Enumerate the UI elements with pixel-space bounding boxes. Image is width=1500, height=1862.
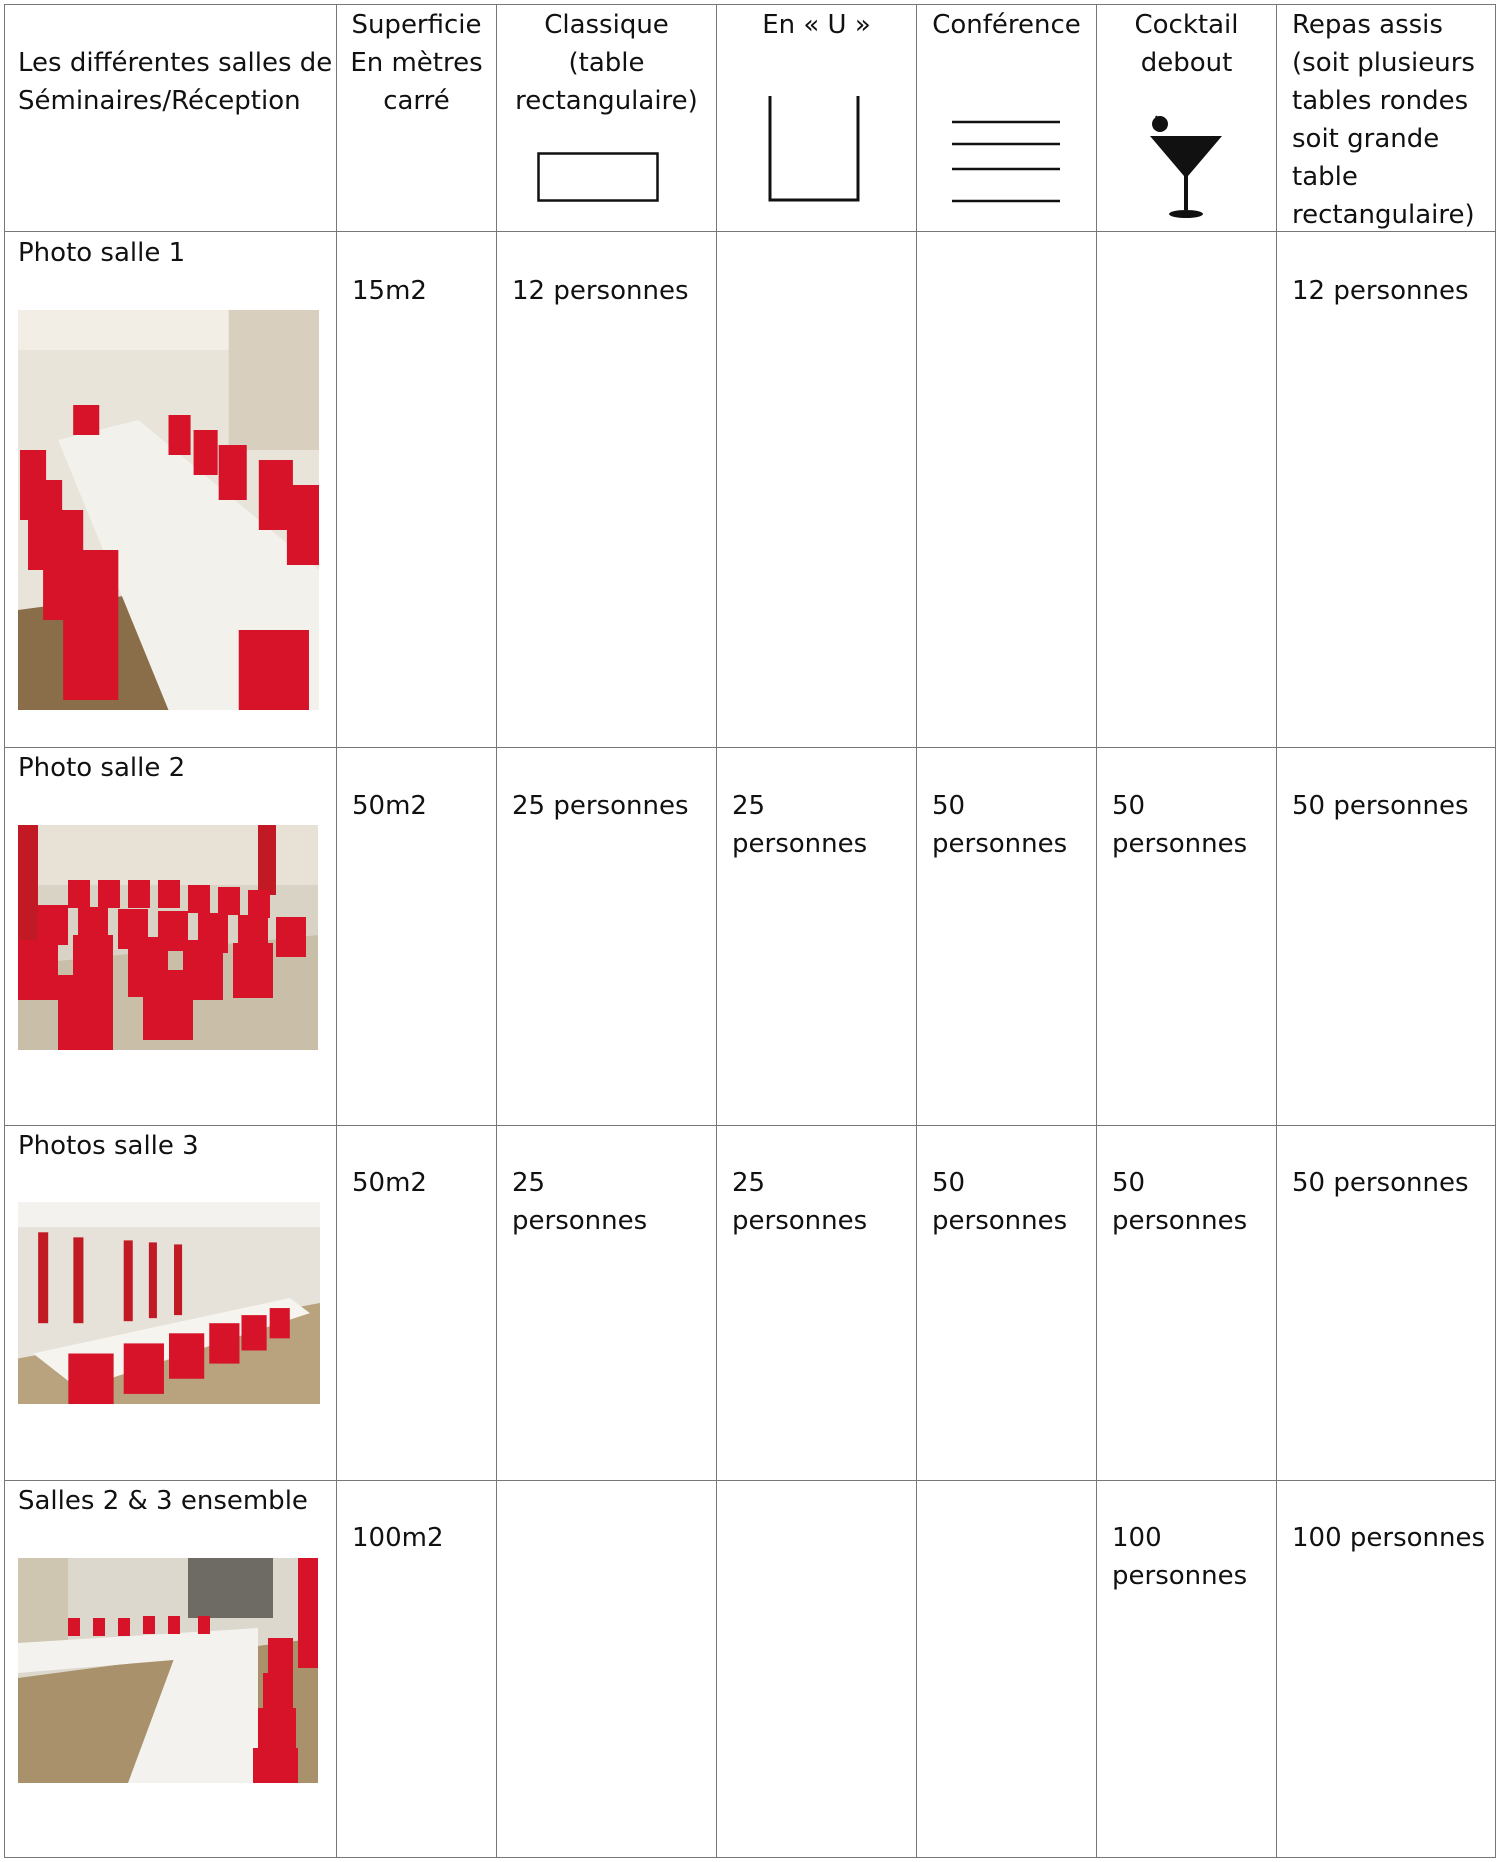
header-rooms: Les différentes salles de Séminaires/Réception xyxy=(18,48,333,116)
column-divider xyxy=(916,4,917,1857)
room-photo xyxy=(18,1558,318,1783)
header-classic: Classique (table rectangulaire) xyxy=(515,10,698,116)
table-border xyxy=(4,4,1496,5)
classic-capacity: 12 personnes xyxy=(512,276,689,306)
cocktail-capacity: 50 personnes xyxy=(1112,791,1248,859)
u-shape-capacity: 25 personnes xyxy=(732,1168,868,1236)
area-value: 100m2 xyxy=(352,1523,444,1553)
area-value: 50m2 xyxy=(352,791,427,821)
row-divider xyxy=(4,747,1496,748)
u-shape-capacity: 25 personnes xyxy=(732,791,868,859)
area-value: 50m2 xyxy=(352,1168,427,1198)
seated-meal-capacity: 50 personnes xyxy=(1292,791,1469,821)
table-border xyxy=(4,1857,1496,1858)
room-photo xyxy=(18,310,319,710)
table-border xyxy=(4,4,5,1857)
column-divider xyxy=(336,4,337,1857)
row-divider xyxy=(4,1125,1496,1126)
room-name: Photos salle 3 xyxy=(18,1131,199,1161)
u-shape-icon xyxy=(768,96,860,202)
room-photo xyxy=(18,1202,320,1404)
cocktail-capacity: 50 personnes xyxy=(1112,1168,1248,1236)
seated-meal-capacity: 100 personnes xyxy=(1292,1523,1486,1553)
column-divider xyxy=(1096,4,1097,1857)
header-seated-meal: Repas assis (soit plusieurs tables rondes soit grande table rectangulaire) xyxy=(1292,10,1475,230)
room-name: Photo salle 2 xyxy=(18,753,186,783)
column-divider xyxy=(716,4,717,1857)
conference-capacity: 50 personnes xyxy=(932,1168,1068,1236)
room-name: Photo salle 1 xyxy=(18,238,186,268)
header-cocktail: Cocktail debout xyxy=(1134,10,1239,78)
seated-meal-capacity: 12 personnes xyxy=(1292,276,1469,306)
header-area: Superficie En mètres carré xyxy=(350,10,483,116)
room-photo xyxy=(18,825,318,1050)
row-divider xyxy=(4,231,1496,232)
area-value: 15m2 xyxy=(352,276,427,306)
header-u-shape: En « U » xyxy=(762,10,871,40)
header-conference: Conférence xyxy=(932,10,1081,40)
column-divider xyxy=(1276,4,1277,1857)
cocktail-glass-icon xyxy=(1146,114,1226,220)
cocktail-capacity: 100 personnes xyxy=(1112,1523,1248,1591)
row-divider xyxy=(4,1480,1496,1481)
column-divider xyxy=(496,4,497,1857)
rows-lines-icon xyxy=(952,118,1060,204)
conference-capacity: 50 personnes xyxy=(932,791,1068,859)
table-border xyxy=(1495,4,1496,1857)
rectangle-table-icon xyxy=(537,152,659,202)
classic-capacity: 25 personnes xyxy=(512,791,689,821)
room-name: Salles 2 & 3 ensemble xyxy=(18,1486,308,1516)
seated-meal-capacity: 50 personnes xyxy=(1292,1168,1469,1198)
classic-capacity: 25 personnes xyxy=(512,1168,648,1236)
